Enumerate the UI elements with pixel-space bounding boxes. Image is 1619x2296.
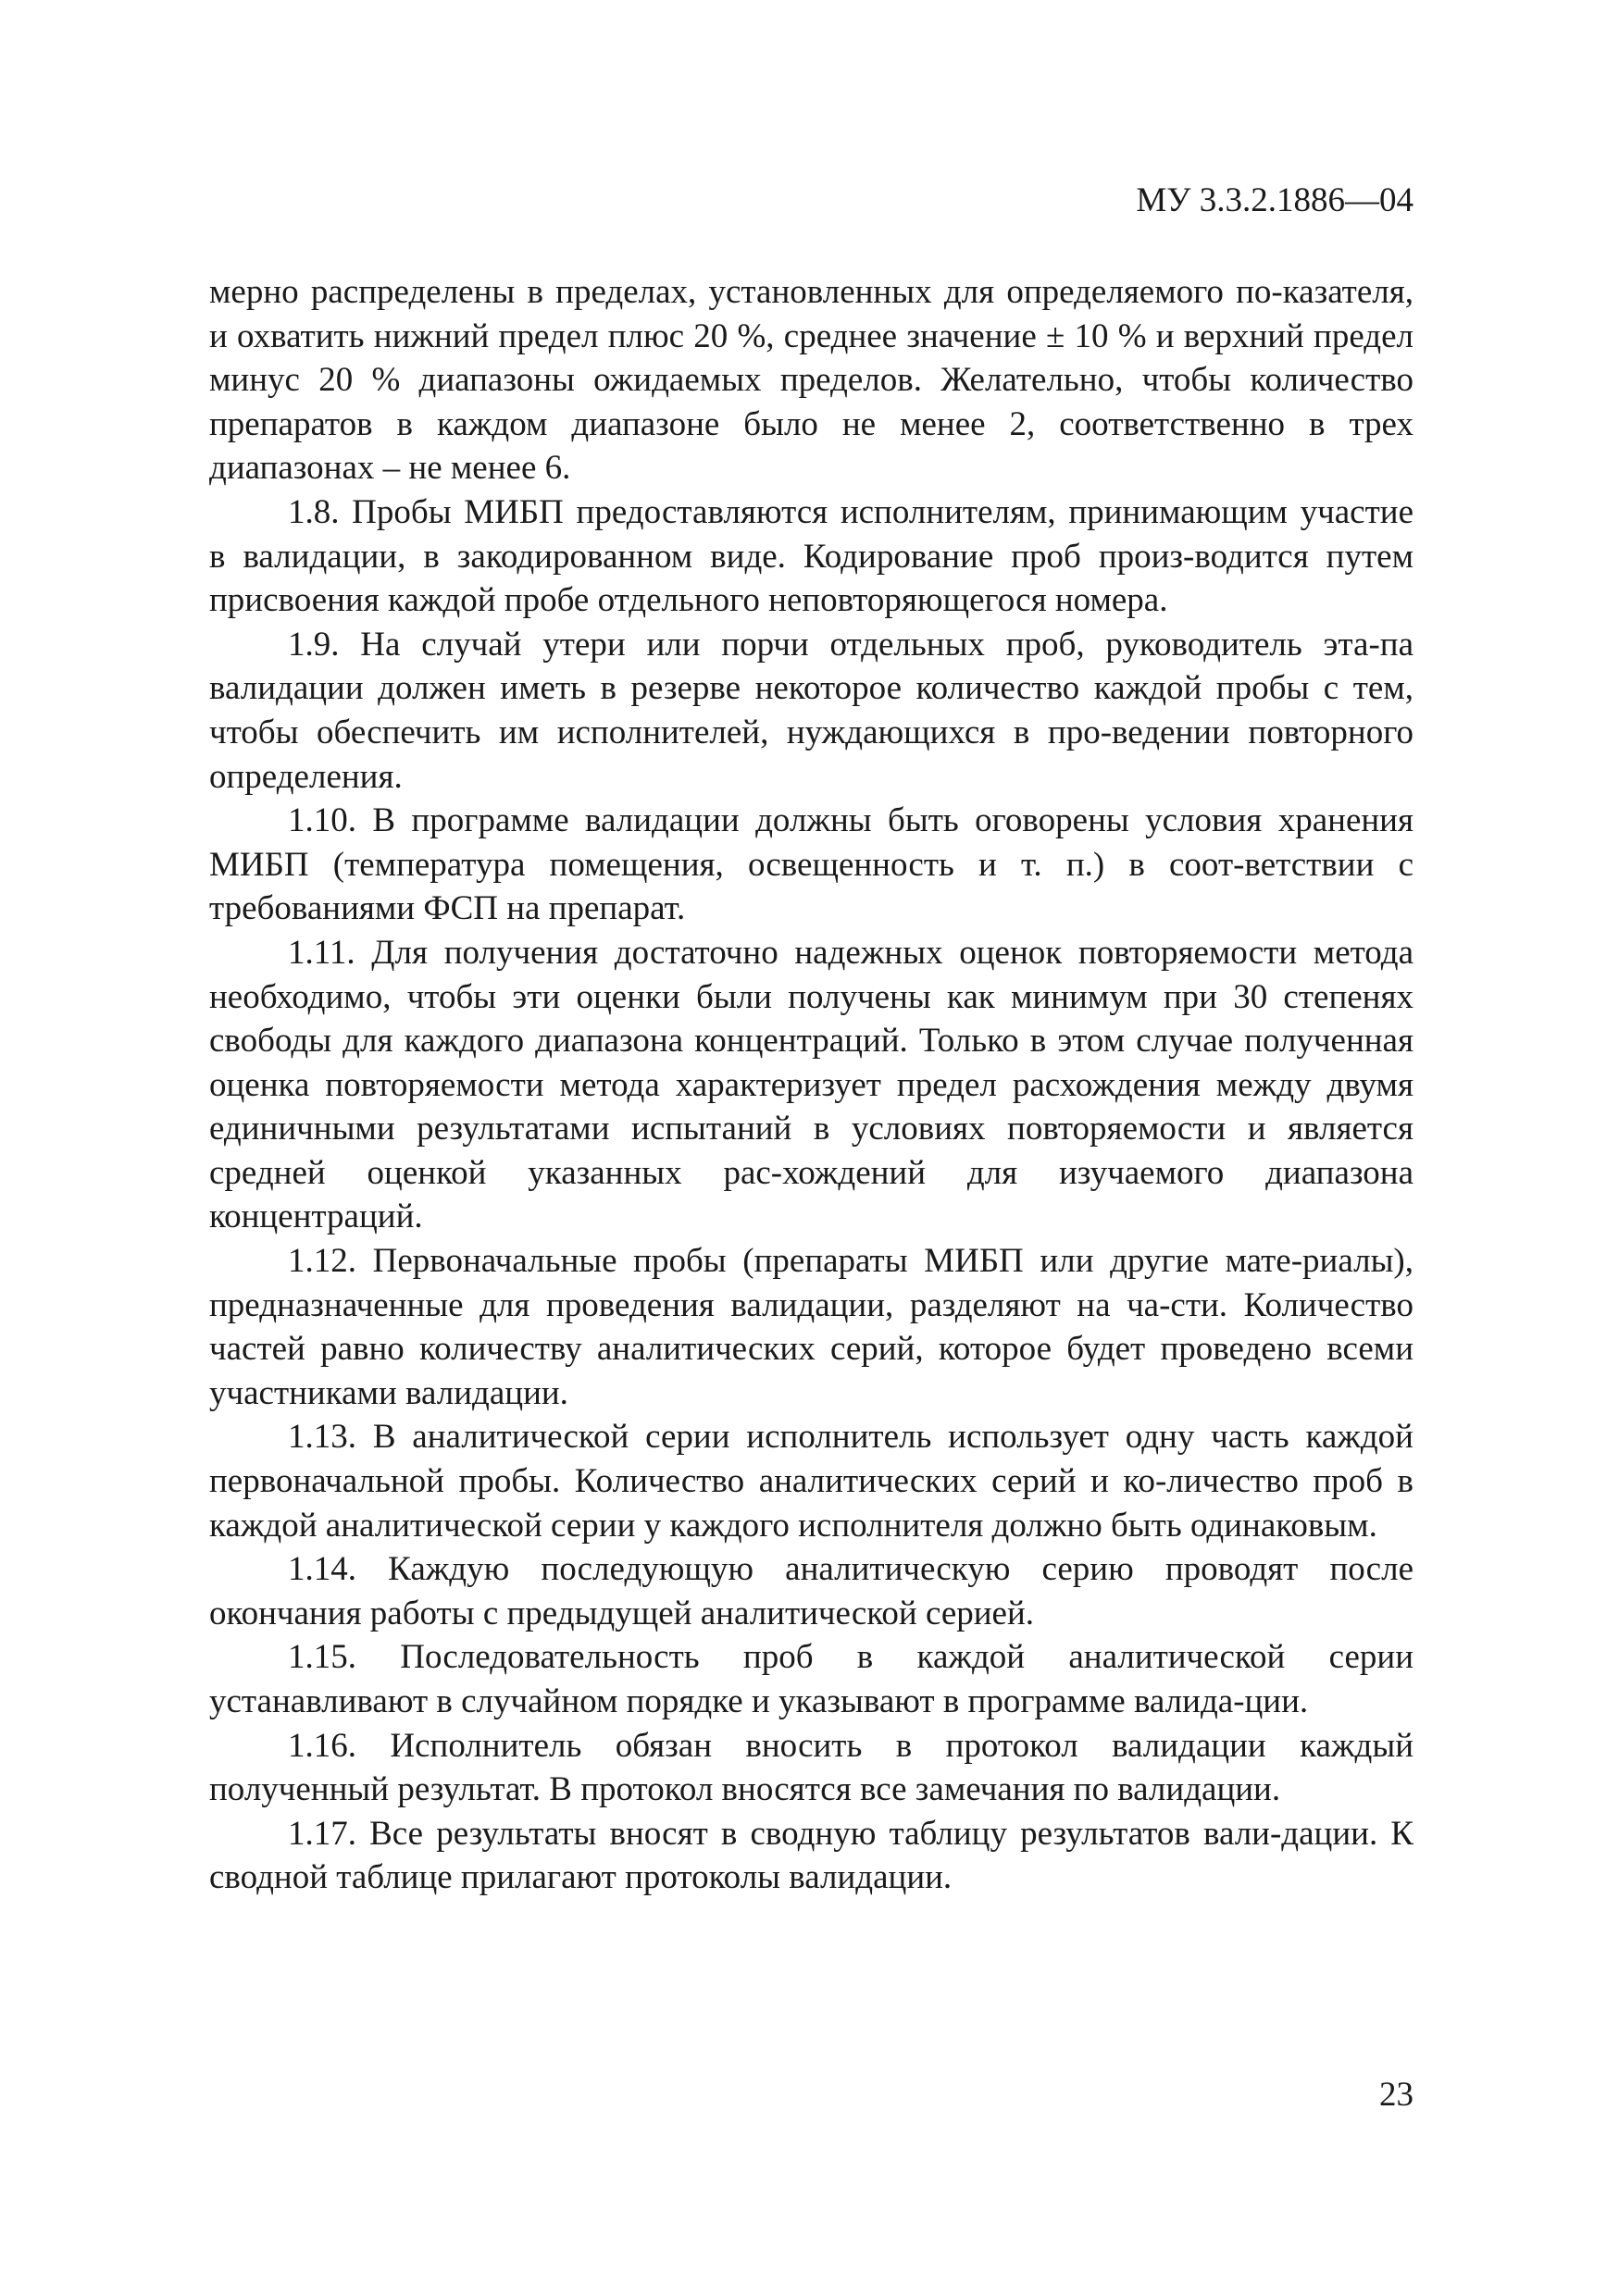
paragraph-1-12: 1.12. Первоначальные пробы (препараты МИБП или другие мате-риалы), предназначенные для проведения валидации, разделяют на ча-сти. Количество частей равно количеству аналитических серий, которое будет проведено всеми участниками валидации. <box>209 1242 1414 1412</box>
page-number: 23 <box>1379 2076 1414 2114</box>
paragraph-1-10: 1.10. В программе валидации должны быть оговорены условия хранения МИБП (температура помещения, освещенность и т. п.) в соот-ветствии с требованиями ФСП на препарат. <box>209 801 1414 928</box>
paragraph-1-14: 1.14. Каждую последующую аналитическую серию проводят после окончания работы с предыдущей аналитической серией. <box>209 1550 1414 1632</box>
paragraph-continuation: мерно распределены в пределах, установленных для определяемого по-казателя, и охватить нижний предел плюс 20 %, среднее значение ± 10 % и верхний предел минус 20 % диапазоны ожидаемых пределов. Желательно, чтобы количество препаратов в каждом диапазоне было не менее 2, соответственно в трех диапазонах – не менее 6. <box>209 273 1414 488</box>
paragraph-1-17: 1.17. Все результаты вносят в сводную таблицу результатов вали-дации. К сводной таблице прилагают протоколы валидации. <box>209 1814 1414 1897</box>
paragraph-1-15: 1.15. Последовательность проб в каждой аналитической серии устанавливают в случайном порядке и указывают в программе валида-ции. <box>209 1638 1414 1720</box>
paragraph-1-9: 1.9. На случай утери или порчи отдельных проб, руководитель эта-па валидации должен иметь в резерве некоторое количество каждой пробы с тем, чтобы обеспечить им исполнителей, нуждающихся в про-ведении повторного определения. <box>209 625 1414 796</box>
page-body <box>209 270 1414 1900</box>
document-code: МУ 3.3.2.1886—04 <box>1136 181 1414 219</box>
paragraph-1-8: 1.8. Пробы МИБП предоставляются исполнителям, принимающим участие в валидации, в закодированном виде. Кодирование проб произ-водится путем присвоения каждой пробе отдельного неповторяющегося номера. <box>209 492 1414 620</box>
paragraph-1-11: 1.11. Для получения достаточно надежных оценок повторяемости метода необходимо, чтобы эти оценки были получены как минимум при 30 степенях свободы для каждого диапазона концентраций. Только в этом случае полученная оценка повторяемости метода характеризует предел расхождения между двумя единичными результатами испытаний в условиях повторяемости и является средней оценкой указанных рас-хождений для изучаемого диапазона концентраций. <box>209 933 1414 1236</box>
paragraph-1-13: 1.13. В аналитической серии исполнитель использует одну часть каждой первоначальной пробы. Количество аналитических серий и ко-личество проб в каждой аналитической серии у каждого исполнителя должно быть одинаковым. <box>209 1418 1414 1545</box>
paragraph-1-16: 1.16. Исполнитель обязан вносить в протокол валидации каждый полученный результат. В протокол вносятся все замечания по валидации. <box>209 1726 1414 1809</box>
